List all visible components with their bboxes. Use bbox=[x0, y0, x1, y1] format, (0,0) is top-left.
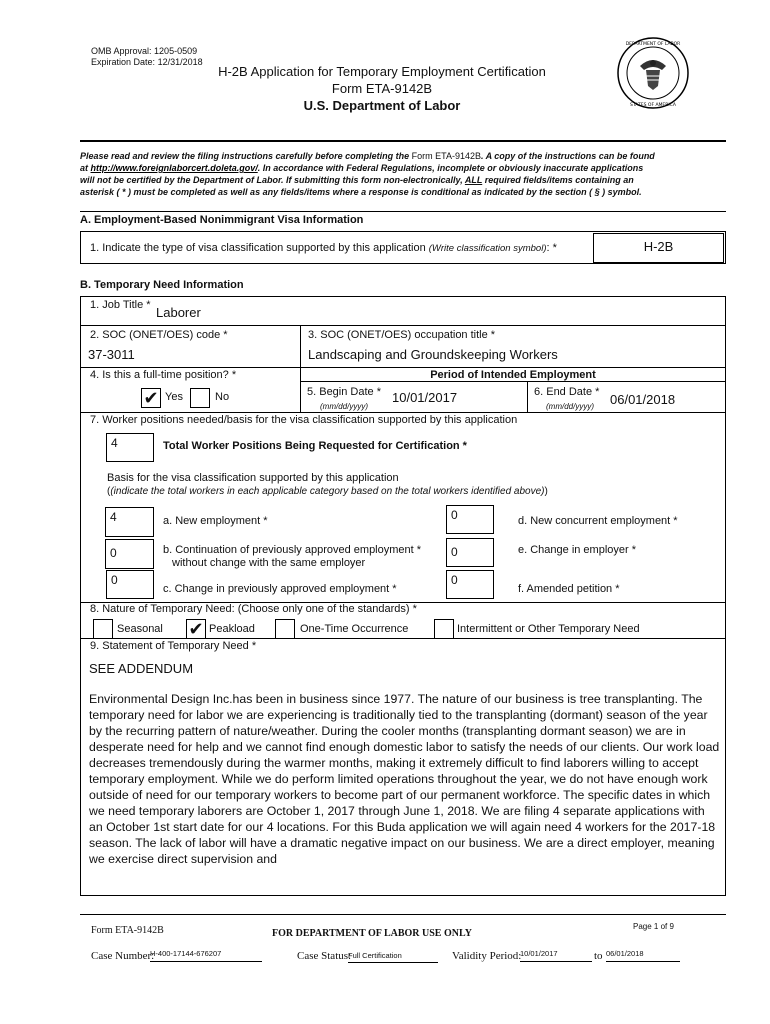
validity-to: 06/01/2018 bbox=[606, 949, 680, 962]
new-concurrent-label: d. New concurrent employment * bbox=[518, 515, 678, 527]
intermittent-label: Intermittent or Other Temporary Need bbox=[457, 623, 640, 635]
change-approved-input[interactable]: 0 bbox=[106, 570, 154, 599]
visa-class-hint: (Write classification symbol) bbox=[428, 243, 547, 254]
basis-open: ( bbox=[107, 486, 111, 497]
end-date-label: 6. End Date * bbox=[534, 386, 600, 398]
soc-divider bbox=[300, 325, 301, 368]
basis-hint bbox=[107, 486, 548, 497]
onetime-label: One-Time Occurrence bbox=[300, 623, 409, 635]
begin-date-hint: (mm/dd/yyyy) bbox=[320, 402, 368, 411]
agency-name: U.S. Department of Labor bbox=[303, 98, 461, 113]
total-positions-input[interactable]: 4 bbox=[106, 433, 154, 462]
date-divider bbox=[527, 381, 528, 413]
job-title-label: 1. Job Title * bbox=[90, 299, 151, 311]
end-date-value[interactable]: 06/01/2018 bbox=[610, 392, 676, 407]
instr-text-3a: will not be certified by the Department of Labor. If submitting this form non-electronically, bbox=[80, 175, 463, 185]
basis-label: Basis for the visa classification supported by this application bbox=[107, 472, 399, 484]
seasonal-label: Seasonal bbox=[117, 623, 163, 635]
statement-label: 9. Statement of Temporary Need * bbox=[90, 640, 257, 652]
footer-rule bbox=[80, 914, 726, 915]
fulltime-yes-checkbox[interactable]: ✔ bbox=[141, 388, 161, 408]
total-positions-label: Total Worker Positions Being Requested for Certification * bbox=[163, 440, 467, 452]
instructions-link[interactable]: http://www.foreignlaborcert.doleta.gov/ bbox=[90, 163, 258, 173]
amended-petition-label: f. Amended petition * bbox=[518, 583, 620, 595]
form-number: Form ETA-9142B bbox=[331, 81, 433, 96]
basis-hint-text: (indicate the total workers in each applicable category based on the total workers identified above) bbox=[110, 486, 545, 497]
visa-class-text: 1. Indicate the type of visa classification supported by this application bbox=[90, 242, 426, 254]
visa-class-star: : * bbox=[546, 242, 557, 254]
change-approved-label: c. Change in previously approved employment * bbox=[163, 583, 397, 595]
footer-form-label: Form ETA-9142B bbox=[91, 925, 164, 936]
instructions-line-2 bbox=[80, 162, 740, 174]
soc-title-label: 3. SOC (ONET/OES) occupation title * bbox=[308, 329, 496, 341]
svg-text:DEPARTMENT OF LABOR: DEPARTMENT OF LABOR bbox=[625, 42, 681, 47]
continuation-label-2: without change with the same employer bbox=[172, 557, 366, 569]
form-title: H-2B Application for Temporary Employment Certification bbox=[218, 64, 546, 79]
change-employer-input[interactable]: 0 bbox=[446, 538, 494, 567]
dol-use-only: FOR DEPARTMENT OF LABOR USE ONLY bbox=[272, 928, 472, 939]
case-status-label: Case Status: bbox=[297, 950, 352, 962]
instr-text-1a: Please read and review the filing instructions carefully before completing the bbox=[80, 151, 410, 161]
validity-label: Validity Period: bbox=[452, 950, 522, 962]
soc-code-value[interactable]: 37-3011 bbox=[88, 347, 135, 362]
validity-from: 10/01/2017 bbox=[520, 949, 592, 962]
omb-approval bbox=[91, 46, 197, 57]
fulltime-no-label: No bbox=[215, 391, 230, 403]
new-concurrent-input[interactable]: 0 bbox=[446, 505, 494, 534]
case-number-value: H-400-17144-676207 bbox=[150, 949, 262, 962]
begin-date-label: 5. Begin Date * bbox=[307, 386, 381, 398]
new-employment-input[interactable]: 4 bbox=[105, 507, 154, 537]
visa-class-input[interactable]: H-2B bbox=[593, 233, 724, 263]
period-label: Period of Intended Employment bbox=[430, 369, 596, 381]
end-date-hint: (mm/dd/yyyy) bbox=[546, 402, 594, 411]
dol-seal-icon bbox=[616, 36, 690, 110]
exp-value: 12/31/2018 bbox=[157, 57, 203, 67]
period-header-rule bbox=[300, 381, 726, 382]
change-employer-label: e. Change in employer * bbox=[518, 544, 637, 556]
see-addendum: SEE ADDENDUM bbox=[89, 661, 194, 676]
svg-text:STATES OF AMERICA: STATES OF AMERICA bbox=[630, 103, 676, 108]
instructions-line-3 bbox=[80, 174, 740, 186]
omb-label: OMB Approval: bbox=[91, 46, 152, 56]
header-divider bbox=[80, 140, 726, 142]
section-a-title: A. Employment-Based Nonimmigrant Visa Information bbox=[80, 214, 364, 226]
instructions bbox=[80, 150, 740, 198]
exp-label: Expiration Date: bbox=[91, 57, 156, 67]
instr-all: ALL bbox=[464, 175, 483, 185]
case-status-value: Full Certification bbox=[348, 951, 438, 963]
onetime-checkbox[interactable] bbox=[275, 619, 295, 639]
case-number-label: Case Number: bbox=[91, 950, 155, 962]
worker-positions-label: 7. Worker positions needed/basis for the visa classification supported by this application bbox=[90, 414, 518, 426]
intermittent-checkbox[interactable] bbox=[434, 619, 454, 639]
soc-code-label: 2. SOC (ONET/OES) code * bbox=[90, 329, 228, 341]
continuation-input[interactable]: 0 bbox=[105, 539, 154, 569]
instr-text-1c: . A copy of the instructions can be found bbox=[480, 151, 655, 161]
statement-text[interactable]: Environmental Design Inc.has been in business since 1977. The nature of our business is tree transplanting. The temporary need for labor we are experiencing is traditionally tied to the transplanting (dormant) season of the year by the recurring pattern of nature/weather. During the cooler months (transplanting dormant season) we are in desperate need for help and we cannot find enough domestic labor to satisfy the needs of our clients. Our work load decreases tremendously during the warmer months, making it extremely difficult to find laborers willing to accept temporary employment. While we do perform limited operations throughout the year, we do not have enough work outside of need for our temporary workers to become part of our permanent workforce. The specific dates in which we need temporary laborers are October 1, 2017 through June 1, 2018. We are filing 4 separate applications with an October 1st start date for our 4 locations. For this Buda application we will again need 4 workers for the 2017-18 season. The lack of labor will have a dramatic negative impact on our business. We are a direct employer, meaning we exercise direct supervision and bbox=[89, 692, 720, 866]
omb-value: 1205-0509 bbox=[154, 46, 198, 56]
soc-title-value[interactable]: Landscaping and Groundskeeping Workers bbox=[308, 347, 558, 362]
fulltime-no-checkbox[interactable] bbox=[190, 388, 210, 408]
new-employment-label: a. New employment * bbox=[163, 515, 268, 527]
peakload-checkbox[interactable]: ✔ bbox=[186, 619, 206, 639]
instr-text-3b: required fields/items containing an bbox=[484, 175, 634, 185]
section-b-title: B. Temporary Need Information bbox=[80, 279, 244, 291]
expiration-date bbox=[91, 57, 203, 68]
begin-date-value[interactable]: 10/01/2017 bbox=[392, 390, 458, 405]
seasonal-checkbox[interactable] bbox=[93, 619, 113, 639]
basis-close: ) bbox=[544, 486, 548, 497]
continuation-label: b. Continuation of previously approved employment * bbox=[163, 544, 422, 556]
peakload-label: Peakload bbox=[209, 623, 255, 635]
instructions-line-4: asterisk ( * ) must be completed as well as any fields/items where a response is conditional as indicated by the section ( § ) symbol. bbox=[80, 187, 642, 197]
instr-text-2b: . In accordance with Federal Regulations, incomplete or obviously inaccurate applications bbox=[257, 163, 644, 173]
amended-petition-input[interactable]: 0 bbox=[446, 570, 494, 599]
instr-text-2a: at bbox=[80, 163, 89, 173]
validity-to-label: to bbox=[594, 950, 603, 962]
section-a-top-rule bbox=[80, 211, 726, 212]
job-title-value[interactable]: Laborer bbox=[156, 305, 201, 320]
fulltime-label: 4. Is this a full-time position? * bbox=[90, 369, 237, 381]
nature-need-label: 8. Nature of Temporary Need: (Choose only one of the standards) * bbox=[90, 603, 417, 615]
instructions-line-1 bbox=[80, 150, 740, 162]
fulltime-yes-label: Yes bbox=[165, 391, 183, 403]
page-number: Page 1 of 9 bbox=[633, 922, 674, 931]
visa-class-label bbox=[90, 242, 557, 254]
instr-form-ref: Form ETA-9142B bbox=[411, 151, 481, 161]
